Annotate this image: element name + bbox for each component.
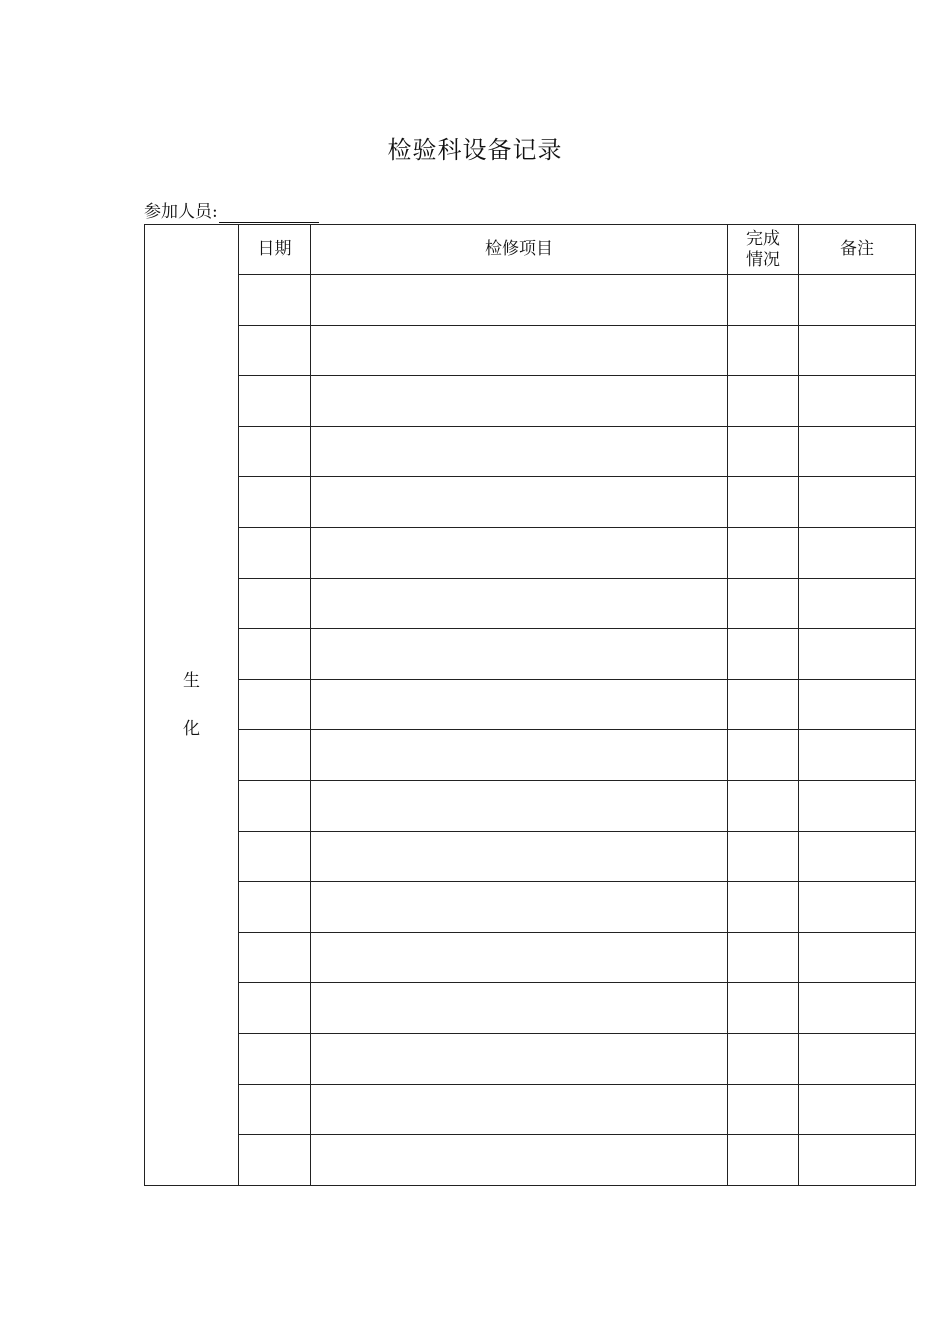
cell-date[interactable] [239,1135,311,1186]
cell-item[interactable] [311,477,728,528]
table-row [145,477,916,528]
participants-blank[interactable] [219,204,319,223]
table-row [145,1084,916,1135]
cell-item[interactable] [311,679,728,730]
table-row [145,578,916,629]
table-row [145,679,916,730]
table-row [145,983,916,1034]
header-status-line1: 完成 [746,228,780,249]
cell-status[interactable] [728,426,799,477]
cell-date[interactable] [239,730,311,781]
table-row [145,780,916,831]
cell-status[interactable] [728,932,799,983]
cell-item[interactable] [311,629,728,680]
table-row [145,325,916,376]
cell-date[interactable] [239,780,311,831]
cell-remark[interactable] [799,780,916,831]
cell-date[interactable] [239,1084,311,1135]
cell-status[interactable] [728,831,799,882]
cell-date[interactable] [239,275,311,326]
cell-remark[interactable] [799,932,916,983]
cell-remark[interactable] [799,376,916,427]
table-row [145,275,916,326]
cell-status[interactable] [728,1084,799,1135]
cell-status[interactable] [728,376,799,427]
cell-remark[interactable] [799,1084,916,1135]
cell-remark[interactable] [799,578,916,629]
cell-date[interactable] [239,1033,311,1084]
cell-status[interactable] [728,629,799,680]
cell-item[interactable] [311,1033,728,1084]
cell-date[interactable] [239,831,311,882]
cell-item[interactable] [311,983,728,1034]
cell-item[interactable] [311,275,728,326]
header-date: 日期 [239,225,311,275]
cell-item[interactable] [311,882,728,933]
cell-status[interactable] [728,477,799,528]
table-row [145,629,916,680]
cell-date[interactable] [239,578,311,629]
cell-date[interactable] [239,376,311,427]
cell-remark[interactable] [799,679,916,730]
department-cell [145,225,239,1186]
cell-remark[interactable] [799,730,916,781]
cell-status[interactable] [728,578,799,629]
cell-remark[interactable] [799,477,916,528]
header-remark: 备注 [799,225,916,275]
page-title: 检验科设备记录 [387,136,563,164]
cell-remark[interactable] [799,983,916,1034]
cell-item[interactable] [311,325,728,376]
table-row [145,376,916,427]
cell-remark[interactable] [799,1135,916,1186]
table-row [145,730,916,781]
cell-status[interactable] [728,1033,799,1084]
cell-item[interactable] [311,426,728,477]
cell-remark[interactable] [799,831,916,882]
cell-remark[interactable] [799,527,916,578]
participants-label: 参加人员: [144,202,218,222]
header-item: 检修项目 [311,225,728,275]
cell-remark[interactable] [799,882,916,933]
table-header-row [145,225,916,275]
cell-remark[interactable] [799,426,916,477]
cell-item[interactable] [311,780,728,831]
cell-status[interactable] [728,527,799,578]
cell-remark[interactable] [799,629,916,680]
cell-date[interactable] [239,426,311,477]
cell-date[interactable] [239,983,311,1034]
cell-remark[interactable] [799,1033,916,1084]
cell-remark[interactable] [799,275,916,326]
cell-status[interactable] [728,882,799,933]
table-row [145,1135,916,1186]
table-row [145,426,916,477]
table-body [145,225,916,1186]
cell-status[interactable] [728,275,799,326]
participants-field [144,201,319,223]
equipment-record-table [144,224,916,1186]
department-label [183,657,200,753]
cell-date[interactable] [239,325,311,376]
cell-date[interactable] [239,679,311,730]
table-row [145,527,916,578]
cell-item[interactable] [311,730,728,781]
cell-status[interactable] [728,730,799,781]
department-char: 化 [183,718,200,739]
table-row [145,1033,916,1084]
cell-item[interactable] [311,1135,728,1186]
cell-status[interactable] [728,983,799,1034]
cell-date[interactable] [239,629,311,680]
cell-date[interactable] [239,932,311,983]
cell-item[interactable] [311,578,728,629]
cell-date[interactable] [239,477,311,528]
cell-status[interactable] [728,1135,799,1186]
cell-status[interactable] [728,325,799,376]
cell-date[interactable] [239,527,311,578]
header-status-line2: 情况 [746,249,780,270]
cell-item[interactable] [311,932,728,983]
cell-item[interactable] [311,527,728,578]
cell-date[interactable] [239,882,311,933]
cell-status[interactable] [728,780,799,831]
header-status [728,225,799,275]
table-row [145,882,916,933]
cell-remark[interactable] [799,325,916,376]
cell-item[interactable] [311,831,728,882]
cell-status[interactable] [728,679,799,730]
department-char: 生 [183,670,200,691]
cell-item[interactable] [311,376,728,427]
table-row [145,831,916,882]
table-row [145,932,916,983]
cell-item[interactable] [311,1084,728,1135]
